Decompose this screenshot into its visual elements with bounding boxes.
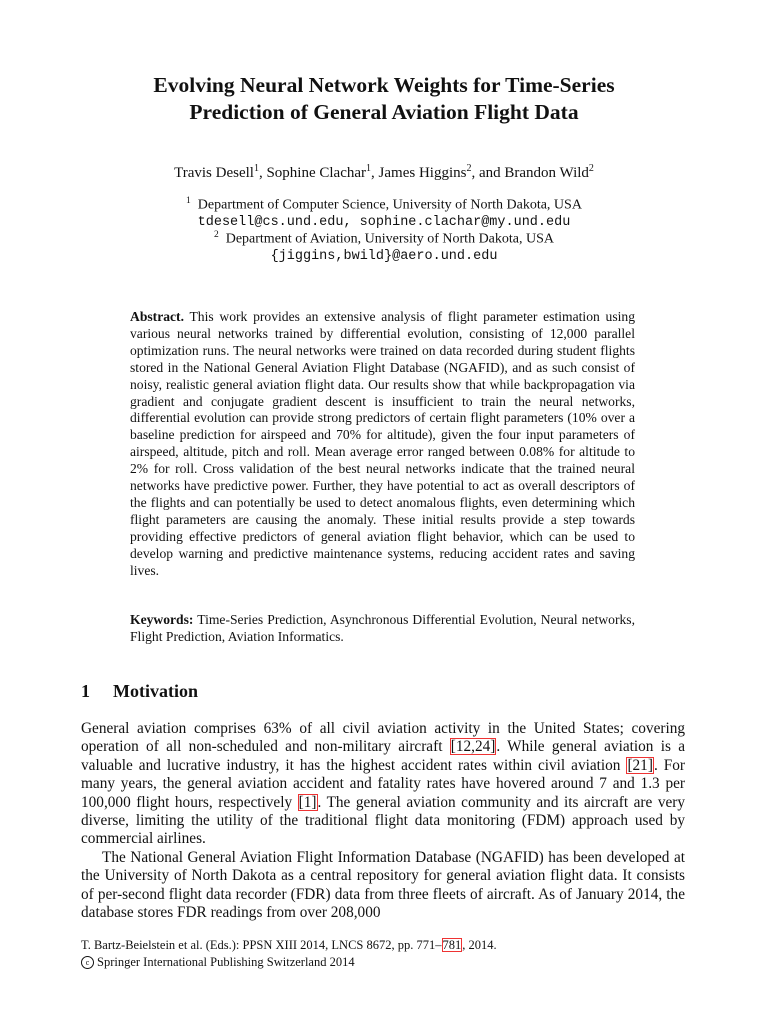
affiliation-mark: 1 — [186, 196, 191, 206]
body-text — [81, 720, 685, 922]
affiliation-department: Department of Aviation, University of North Dakota, USA — [225, 231, 555, 247]
author-separator: , — [371, 165, 379, 181]
affiliation-email: {jiggins,bwild}@aero.und.edu — [270, 248, 498, 264]
section-heading — [81, 679, 198, 703]
author-affiliation-mark: 2 — [466, 163, 472, 174]
author-affiliation-mark: 1 — [253, 163, 259, 174]
paper-title — [60, 72, 708, 126]
footer-text: , 2014. — [462, 938, 497, 952]
copyright-text: Springer International Publishing Switzerland 2014 — [97, 955, 355, 969]
affiliation-department: Department of Computer Science, University of North Dakota, USA — [197, 197, 582, 213]
abstract — [130, 309, 635, 580]
citation-link[interactable]: [12,24] — [450, 738, 496, 756]
section-title: Motivation — [113, 681, 198, 701]
paragraph — [81, 720, 685, 849]
copyright-icon: c — [81, 956, 94, 969]
author-name: Brandon Wild — [504, 165, 589, 181]
affiliation-1 — [60, 193, 708, 231]
author-name: Sophine Clachar — [266, 165, 367, 181]
citation-link[interactable]: [1] — [298, 793, 317, 811]
title-line-2: Prediction of General Aviation Flight Data — [189, 100, 579, 124]
keywords-label: Keywords: — [130, 612, 194, 627]
page-range-link[interactable]: 781 — [442, 938, 462, 952]
section-number: 1 — [81, 681, 90, 701]
author-name: Travis Desell — [174, 165, 254, 181]
footer-text: T. Bartz-Beielstein et al. (Eds.): PPSN XIII 2014, LNCS 8672, pp. 771– — [81, 938, 442, 952]
affiliation-email: tdesell@cs.und.edu, sophine.clachar@my.und.edu — [197, 214, 571, 230]
copyright-line — [81, 954, 685, 971]
affiliation-2 — [60, 227, 708, 265]
keywords — [130, 612, 635, 646]
author-affiliation-mark: 2 — [588, 163, 594, 174]
abstract-text: This work provides an extensive analysis of flight parameter estimation using various neural networks trained by differential evolution, consisting of 12,000 parallel optimization runs. The neural networks were trained on data recorded during student flights stored in the National General Aviation Flight Database (NGAFID), and as such consist of noisy, realistic general aviation flight data. Our results show that while backpropagation via gradient and conjugate gradient descent is insufficient to train the neural networks, differential evolution can provide strong predictors of certain flight parameters (10% over a baseline prediction for airspeed and 70% for altitude), given the four input parameters of airspeed, altitude, pitch and roll. Mean average error ranged between 0.08% for altitude to 2% for roll. Cross validation of the best neural networks indicate that the trained neural networks have predictive power. Further, they have potential to act as overall descriptors of the flights and can potentially be used to detect anomalous flights, even determining which flight parameters are causing the anomaly. These initial results provide a step towards providing effective predictors of general aviation flight behavior, which can be used to develop warning and predictive maintenance systems, reducing accident rates and saving lives. — [130, 309, 635, 578]
citation-link[interactable]: [21] — [627, 756, 653, 774]
author-affiliation-mark: 1 — [366, 163, 372, 174]
author-separator: , — [258, 165, 267, 181]
paragraph-text: . For many years, the general aviation accident and fatality rates have hovered around 7 and 1.3 per 100,000 flight hours, respectively — [81, 756, 686, 811]
paragraph-text: General aviation comprises 63% of all civil aviation activity in the United States; covering operation of all non-scheduled and non-military aircraft — [81, 720, 685, 756]
author-list — [60, 159, 708, 183]
paragraph-text: . The general aviation community and its aircraft are very diverse, limiting the utility of the traditional flight data monitoring (FDM) approach used by commercial airlines. — [81, 793, 685, 848]
citation-line — [81, 937, 685, 954]
author-name: James Higgins — [378, 165, 467, 181]
keywords-text: Time-Series Prediction, Asynchronous Differential Evolution, Neural networks, Flight Prediction, Aviation Informatics. — [130, 612, 635, 644]
page-footer — [81, 937, 685, 971]
abstract-label: Abstract. — [130, 309, 184, 324]
affiliation-mark: 2 — [213, 230, 219, 240]
paragraph: The National General Aviation Flight Information Database (NGAFID) has been developed at the University of North Dakota as a central repository for general aviation flight data. It consists of per-second flight data recorder (FDR) data from three fleets of aircraft. As of January 2014, the database stores FDR readings from over 208,000 — [81, 848, 685, 922]
paragraph-text: . While general aviation is a valuable and lucrative industry, it has the highest accident rates within civil aviation — [81, 738, 685, 774]
author-separator: , and — [471, 165, 505, 181]
title-line-1: Evolving Neural Network Weights for Time-Series — [153, 73, 615, 97]
